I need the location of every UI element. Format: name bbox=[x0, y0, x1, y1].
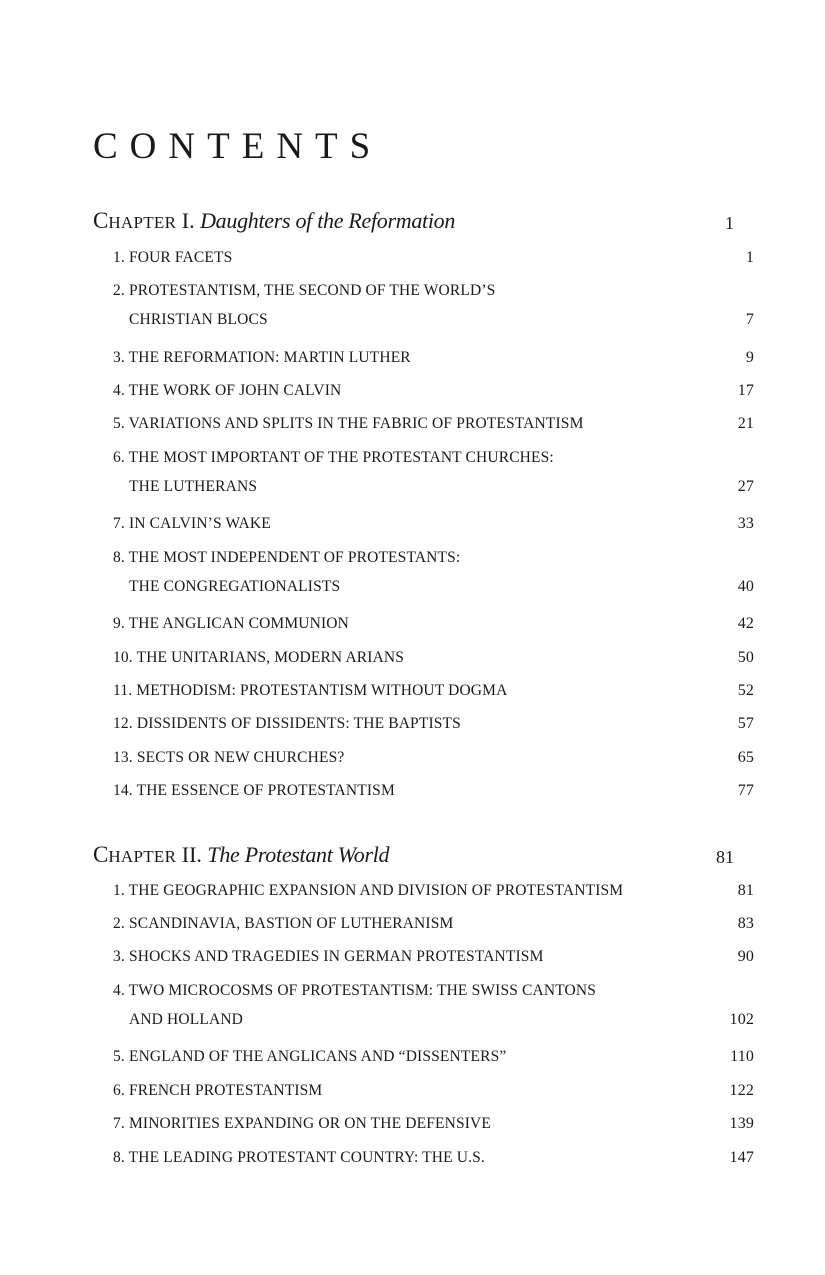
toc-entry[interactable] bbox=[93, 1048, 754, 1066]
page-title: CONTENTS bbox=[93, 126, 383, 167]
entry-title-continuation: CHRISTIAN BLOCS bbox=[129, 311, 268, 328]
entry-title: 11. METHODISM: PROTESTANTISM WITHOUT DOGMA bbox=[113, 682, 508, 699]
chapter-page-number: 1 bbox=[725, 213, 734, 233]
entry-page-number: 17 bbox=[737, 382, 754, 399]
toc-entry[interactable] bbox=[93, 515, 754, 533]
entry-title: 6. THE MOST IMPORTANT OF THE PROTESTANT CHURCHES: bbox=[113, 449, 554, 466]
entry-page-number: 27 bbox=[737, 478, 754, 495]
entry-title: 4. THE WORK OF JOHN CALVIN bbox=[113, 382, 342, 399]
chapter-label-rest: HAPTER bbox=[108, 847, 177, 866]
entry-page-number: 83 bbox=[737, 915, 754, 932]
toc-entry[interactable] bbox=[93, 415, 754, 433]
entry-page-number: 77 bbox=[737, 782, 754, 799]
entry-page-number: 122 bbox=[729, 1082, 754, 1099]
entry-page-number: 7 bbox=[745, 311, 754, 328]
entry-title: 5. VARIATIONS AND SPLITS IN THE FABRIC OF PROTESTANTISM bbox=[113, 415, 584, 432]
entry-title: 3. THE REFORMATION: MARTIN LUTHER bbox=[113, 349, 411, 366]
toc-entry[interactable] bbox=[93, 249, 754, 267]
toc-entry[interactable] bbox=[93, 982, 754, 1029]
entry-title-continuation: THE LUTHERANS bbox=[129, 478, 258, 495]
entry-page-number: 139 bbox=[729, 1115, 754, 1132]
entry-page-number: 9 bbox=[745, 349, 754, 366]
entry-title: 4. TWO MICROCOSMS OF PROTESTANTISM: THE SWISS CANTONS bbox=[113, 982, 596, 999]
chapter-label-initial: C bbox=[93, 842, 109, 867]
entry-title: 5. ENGLAND OF THE ANGLICANS AND “DISSENTERS” bbox=[113, 1048, 507, 1065]
entry-page-number: 52 bbox=[737, 682, 754, 699]
chapter-page-number: 81 bbox=[716, 847, 734, 867]
toc-entry[interactable] bbox=[93, 449, 754, 496]
toc-entry[interactable] bbox=[93, 549, 754, 596]
toc-entry[interactable] bbox=[93, 782, 754, 800]
toc-entry[interactable] bbox=[93, 349, 754, 367]
entry-title: 1. FOUR FACETS bbox=[113, 249, 233, 266]
entry-page-number: 42 bbox=[737, 615, 754, 632]
toc-entry[interactable] bbox=[93, 948, 754, 966]
toc-entry[interactable] bbox=[93, 1082, 754, 1100]
chapter-title: Daughters of the Reformation bbox=[200, 208, 456, 233]
entry-title: 14. THE ESSENCE OF PROTESTANTISM bbox=[113, 782, 395, 799]
entry-title: 8. THE MOST INDEPENDENT OF PROTESTANTS: bbox=[113, 549, 461, 566]
toc-entry[interactable] bbox=[93, 882, 754, 900]
chapter-heading-2[interactable] bbox=[93, 843, 734, 869]
chapter-label-rest: HAPTER bbox=[108, 213, 177, 232]
entry-page-number: 21 bbox=[737, 415, 754, 432]
entry-page-number: 33 bbox=[737, 515, 754, 532]
entry-title: 8. THE LEADING PROTESTANT COUNTRY: THE U.S. bbox=[113, 1149, 485, 1166]
toc-entry[interactable] bbox=[93, 715, 754, 733]
toc-entry[interactable] bbox=[93, 1115, 754, 1133]
chapter-number: I. bbox=[181, 208, 195, 233]
entry-page-number: 65 bbox=[737, 749, 754, 766]
toc-entry[interactable] bbox=[93, 749, 754, 767]
entry-title: 13. SECTS OR NEW CHURCHES? bbox=[113, 749, 345, 766]
entry-title: 2. SCANDINAVIA, BASTION OF LUTHERANISM bbox=[113, 915, 454, 932]
entry-title: 2. PROTESTANTISM, THE SECOND OF THE WORLD’S bbox=[113, 282, 496, 299]
toc-entry[interactable] bbox=[93, 682, 754, 700]
entry-page-number: 50 bbox=[737, 649, 754, 666]
entry-title: 6. FRENCH PROTESTANTISM bbox=[113, 1082, 323, 1099]
entry-title: 7. MINORITIES EXPANDING OR ON THE DEFENSIVE bbox=[113, 1115, 492, 1132]
entry-page-number: 81 bbox=[737, 882, 754, 899]
chapter-heading-1[interactable] bbox=[93, 209, 734, 235]
toc-entry[interactable] bbox=[93, 282, 754, 329]
chapter-title: The Protestant World bbox=[207, 842, 390, 867]
toc-entry[interactable] bbox=[93, 615, 754, 633]
toc-entry[interactable] bbox=[93, 1149, 754, 1167]
entry-page-number: 1 bbox=[745, 249, 754, 266]
entry-title: 3. SHOCKS AND TRAGEDIES IN GERMAN PROTESTANTISM bbox=[113, 948, 544, 965]
entry-title: 7. IN CALVIN’S WAKE bbox=[113, 515, 271, 532]
entry-page-number: 90 bbox=[737, 948, 754, 965]
entry-title-continuation: AND HOLLAND bbox=[129, 1011, 244, 1028]
entry-page-number: 110 bbox=[730, 1048, 754, 1065]
entry-page-number: 147 bbox=[729, 1149, 754, 1166]
entry-title: 10. THE UNITARIANS, MODERN ARIANS bbox=[113, 649, 405, 666]
entry-page-number: 57 bbox=[737, 715, 754, 732]
entry-title: 1. THE GEOGRAPHIC EXPANSION AND DIVISION OF PROTESTANTISM bbox=[113, 882, 624, 899]
chapter-label-initial: C bbox=[93, 208, 109, 233]
entry-page-number: 40 bbox=[737, 578, 754, 595]
entry-page-number: 102 bbox=[729, 1011, 754, 1028]
toc-entry[interactable] bbox=[93, 382, 754, 400]
chapter-number: II. bbox=[181, 842, 202, 867]
entry-title: 12. DISSIDENTS OF DISSIDENTS: THE BAPTISTS bbox=[113, 715, 461, 732]
toc-entry[interactable] bbox=[93, 649, 754, 667]
entry-title: 9. THE ANGLICAN COMMUNION bbox=[113, 615, 349, 632]
entry-title-continuation: THE CONGREGATIONALISTS bbox=[129, 578, 341, 595]
toc-entry[interactable] bbox=[93, 915, 754, 933]
